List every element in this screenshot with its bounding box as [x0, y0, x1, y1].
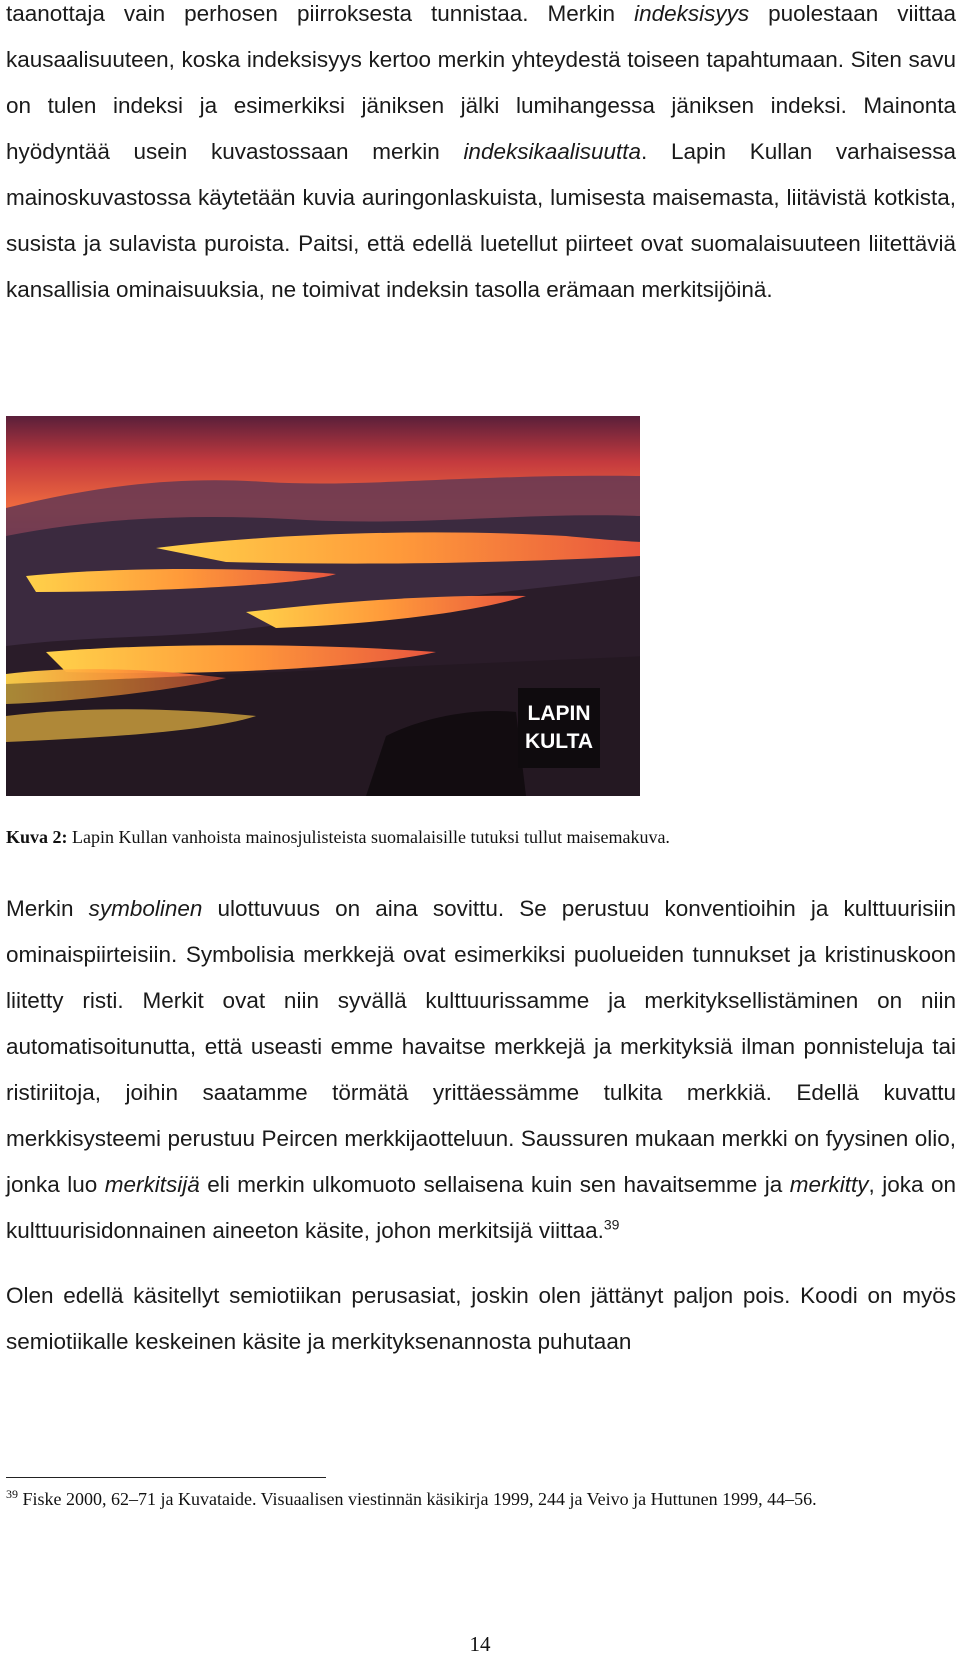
text-run: ulottuvuus on aina sovittu. Se perustuu konventioihin ja kulttuurisiin ominaispiirteisiin. Symbolisia merkkejä ovat esimerkiksi puolueiden tunnukset ja kristinuskoon liitetty risti. Merkit ovat niin syvällä kulttuurissamme ja merkityksellistäminen on niin automatisoitunutta, että useasti emme havaitse merkkejä ja merkityksiä ilman ponnisteluja tai ristiriitoja, joihin saatamme törmätä yrittäessämme tulkita merkkiä. Edellä kuvattu merkkisysteemi perustuu Peircen merkkijaotteluun. Saussuren mukaan merkki on fyysinen olio, jonka luo [6, 896, 956, 1197]
footnote-text: Fiske 2000, 62–71 ja Kuvataide. Visuaalisen viestinnän käsikirja 1999, 244 ja Veivo ja Huttunen 1999, 44–56. [18, 1489, 817, 1509]
page-number: 14 [469, 1632, 491, 1656]
caption-label: Kuva 2: [6, 827, 68, 847]
logo-text-line-2: KULTA [524, 730, 594, 753]
italic-term: merkitsijä [104, 1172, 200, 1197]
italic-term: merkitty [789, 1172, 869, 1197]
text-run: Olen edellä käsitellyt semiotiikan perusasiat, joskin olen jättänyt paljon pois. Koodi on myös semiotiikalle keskeinen käsite ja merkityksenannosta puhutaan [6, 1283, 956, 1354]
logo-text-line-1: LAPIN [527, 702, 591, 725]
body-paragraph-1 [6, 0, 956, 313]
italic-term: indeksikaalisuutta [463, 139, 642, 164]
footnote-number: 39 [6, 1487, 18, 1501]
sunset-lake-illustration [6, 416, 640, 796]
logo-background [518, 688, 600, 768]
footnote-reference[interactable]: 39 [603, 1216, 620, 1233]
caption-text: Lapin Kullan vanhoista mainosjulisteista suomalaisille tutuksi tullut maisemakuva. [67, 827, 670, 847]
text-run: . Lapin Kullan varhaisessa mainoskuvastossa käytetään kuvia auringonlaskuista, lumisesta maisemasta, liitävistä kotkista, susista ja sulavista puroista. Paitsi, että edellä luetellut piirteet ovat suomalaisuuteen liitettäviä kansallisia ominaisuuksia, ne toimivat indeksin tasolla erämaan merkitsijöinä. [6, 139, 956, 302]
text-run: eli merkin ulkomuoto sellaisena kuin sen havaitsemme ja [199, 1172, 790, 1197]
lapin-kulta-landscape-image [6, 416, 640, 796]
text-run: , joka on kulttuurisidonnainen aineeton käsite, johon merkitsijä viittaa. [6, 1172, 956, 1243]
footnote-divider [6, 1477, 326, 1478]
text-run: Merkin [6, 896, 89, 921]
body-paragraph-2 [6, 886, 956, 1254]
figure-caption [6, 827, 956, 848]
italic-term: indeksisyys [634, 1, 750, 26]
body-paragraph-3 [6, 1273, 956, 1365]
italic-term: symbolinen [88, 896, 203, 921]
text-run: puolestaan viittaa kausaalisuuteen, koska indeksisyys kertoo merkin yhteydestä toiseen tapahtumaan. Siten savu on tulen indeksi ja esimerkiksi jäniksen jälki lumihangessa jäniksen indeksi. Mainonta hyödyntää usein kuvastossaan merkin [6, 1, 957, 164]
footnote [6, 1485, 956, 1514]
text-run: taanottaja vain perhosen piirroksesta tunnistaa. Merkin [6, 1, 635, 26]
